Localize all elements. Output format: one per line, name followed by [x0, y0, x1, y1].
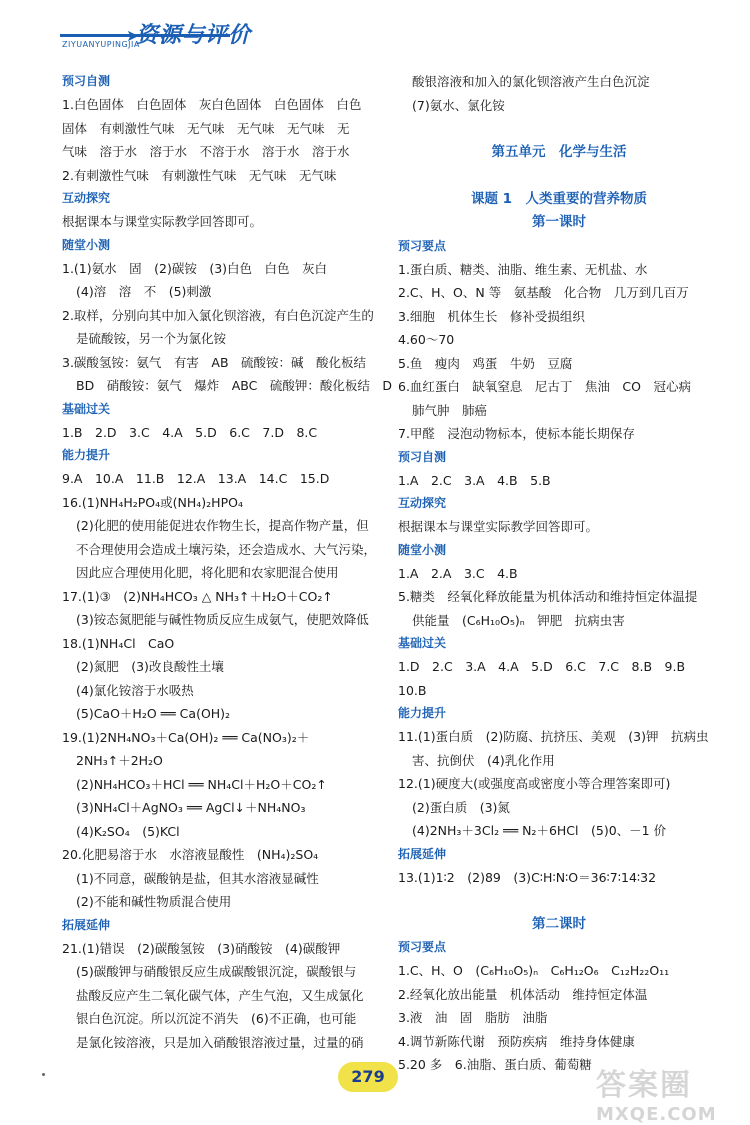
- answer-line: 是氯化铵溶液，只是加入硝酸银溶液过量，过量的硝: [76, 1034, 364, 1050]
- answer-line: 6.血红蛋白 缺氧窒息 尼古丁 焦油 CO 冠心病: [398, 379, 691, 394]
- answer-line: 10.B: [398, 682, 427, 698]
- answer-line: 1.C、H、O (C₆H₁₀O₅)ₙ C₆H₁₂O₆ C₁₂H₂₂O₁₁: [398, 963, 670, 978]
- section-heading: 基础过关: [62, 401, 111, 416]
- section-heading: 拓展延伸: [62, 917, 111, 932]
- answer-line: 2.有刺激性气味 有刺激性气味 无气味 无气味: [62, 167, 337, 183]
- answer-line: 酸银溶液和加入的氯化钡溶液产生白色沉淀: [412, 74, 650, 89]
- answer-line: (4)K₂SO₄ (5)KCl: [76, 823, 180, 839]
- section-heading: 预习自测: [62, 74, 111, 88]
- answer-line: 1.蛋白质、糖类、油脂、维生素、无机盐、水: [398, 261, 648, 277]
- chapter-heading: 第二课时: [532, 915, 586, 932]
- watermark-bottom: MXQE.COM: [596, 1104, 717, 1125]
- watermark-top: 答案圈: [596, 1068, 692, 1103]
- answer-line: [398, 164, 720, 188]
- answer-line: [398, 889, 720, 913]
- chapter-heading: 第一课时: [532, 214, 586, 230]
- answer-line: 3.碳酸氢铵：氨气 有害 AB 硫酸铵：碱 酸化板结: [62, 354, 367, 370]
- logo-pinyin: ZIYUANYUPINGJIA: [62, 40, 140, 49]
- answer-line: 1.白色固体 白色固体 灰白色固体 白色固体 白色: [62, 97, 362, 112]
- answer-line: (4)溶 溶 不 (5)刺激: [76, 284, 212, 299]
- answer-line: 2.取样，分别向其中加入氯化钡溶液，有白色沉淀产生的: [62, 307, 374, 323]
- answer-line: 1.A 2.C 3.A 4.B 5.B: [398, 472, 551, 488]
- answer-line: BD 硝酸铵：氨气 爆炸 ABC 硫酸钾：酸化板结 D: [76, 378, 392, 393]
- answer-line: (3)铵态氮肥能与碱性物质反应生成氨气，使肥效降低: [76, 612, 369, 627]
- answer-line: [398, 117, 720, 141]
- chapter-heading: 第五单元 化学与生活: [491, 143, 627, 160]
- answer-line: 1.B 2.D 3.C 4.A 5.D 6.C 7.D 8.C: [62, 424, 318, 440]
- section-heading: 拓展延伸: [398, 846, 447, 861]
- answer-line: 19.(1)2NH₄NO₃＋Ca(OH)₂ ══ Ca(NO₃)₂＋: [62, 729, 310, 745]
- section-heading: 能力提升: [62, 448, 111, 462]
- page-number-text: 279: [351, 1067, 385, 1086]
- answer-line: 肺气肿 肺癌: [412, 402, 488, 418]
- section-heading: 预习自测: [398, 449, 447, 464]
- answer-line: (7)氨水、氯化铵: [412, 97, 505, 113]
- chapter-heading: 课题 1 人类重要的营养物质: [470, 190, 648, 207]
- answer-line: 3.细胞 机体生长 修补受损组织: [398, 308, 585, 324]
- section-heading: 随堂小测: [398, 542, 447, 557]
- answer-line: (4)2NH₃＋3Cl₂ ══ N₂＋6HCl (5)0、－1 价: [412, 823, 667, 838]
- answer-line: 害、抗倒伏 (4)乳化作用: [412, 752, 555, 768]
- section-heading: 互动探究: [62, 191, 111, 205]
- answer-line: (5)碳酸钾与硝酸银反应生成碳酸银沉淀，碳酸银与: [76, 964, 357, 979]
- answer-line: (2)蛋白质 (3)氮: [412, 799, 510, 815]
- answer-line: 17.(1)③ (2)NH₄HCO₃ △ NH₃↑＋H₂O＋CO₂↑: [62, 588, 333, 604]
- answer-line: 16.(1)NH₄H₂PO₄或(NH₄)₂HPO₄: [62, 494, 243, 510]
- page-header: [0, 0, 750, 64]
- page-number: [338, 1062, 398, 1092]
- answer-line: 1.A 2.A 3.C 4.B: [398, 565, 518, 581]
- answer-line: 18.(1)NH₄Cl CaO: [62, 635, 175, 651]
- section-heading: 互动探究: [398, 496, 447, 510]
- answer-line: (5)CaO＋H₂O ══ Ca(OH)₂: [76, 706, 231, 721]
- answer-line: (4)氯化铵溶于水吸热: [76, 682, 194, 698]
- answer-line: 因此应合理使用化肥，将化肥和农家肥混合使用: [76, 565, 339, 580]
- margin-dot: [42, 1073, 45, 1076]
- answer-line: 盐酸反应产生二氧化碳气体，产生气泡，又生成氯化: [76, 987, 364, 1003]
- answer-line: 4.调节新陈代谢 预防疾病 维持身体健康: [398, 1033, 635, 1049]
- answer-line: 固体 有刺激性气味 无气味 无气味 无气味 无: [62, 120, 350, 136]
- section-heading: 预习要点: [398, 940, 447, 954]
- answer-line: 5.鱼 瘦肉 鸡蛋 牛奶 豆腐: [398, 355, 573, 371]
- answer-line: 21.(1)错误 (2)碳酸氢铵 (3)硝酸铵 (4)碳酸钾: [62, 940, 341, 956]
- answer-line: 13.(1)1∶2 (2)89 (3)C∶H∶N∶O＝36∶7∶14∶32: [398, 869, 657, 885]
- left-column: [62, 70, 392, 1054]
- answer-line: 1.D 2.C 3.A 4.A 5.D 6.C 7.C 8.B 9.B: [398, 659, 686, 674]
- answer-line: 2NH₃↑＋2H₂O: [76, 753, 163, 768]
- answer-line: (2)NH₄HCO₃＋HCl ══ NH₄Cl＋H₂O＋CO₂↑: [76, 776, 327, 792]
- answer-line: 1.(1)氨水 固 (2)碳铵 (3)白色 白色 灰白: [62, 260, 328, 276]
- answer-line: 不合理使用会造成土壤污染，还会造成水、大气污染，: [76, 541, 377, 557]
- section-heading: 基础过关: [398, 636, 447, 650]
- arrow-icon: ➤: [126, 26, 140, 45]
- answer-line: 12.(1)硬度大(或强度高或密度小等合理答案即可): [398, 776, 671, 791]
- answer-line: 根据课本与课堂实际教学回答即可。: [62, 214, 263, 229]
- logo: [60, 18, 290, 56]
- answer-line: 气味 溶于水 溶于水 不溶于水 溶于水 溶于水: [62, 144, 350, 159]
- answer-line: 供能量 (C₆H₁₀O₅)ₙ 钾肥 抗病虫害: [412, 612, 625, 628]
- section-heading: 预习要点: [398, 238, 447, 253]
- answer-line: 20.化肥易溶于水 水溶液显酸性 (NH₄)₂SO₄: [62, 847, 319, 862]
- section-heading: 能力提升: [398, 706, 447, 720]
- watermark: [596, 1060, 746, 1125]
- answer-line: 5.20 多 6.油脂、蛋白质、葡萄糖: [398, 1057, 592, 1072]
- answer-line: 2.C、H、O、N 等 氨基酸 化合物 几万到几百万: [398, 285, 689, 300]
- answer-line: 11.(1)蛋白质 (2)防腐、抗挤压、美观 (3)钾 抗病虫: [398, 729, 709, 744]
- answer-line: (3)NH₄Cl＋AgNO₃ ══ AgCl↓＋NH₄NO₃: [76, 800, 306, 815]
- answer-line: 3.液 油 固 脂肪 油脂: [398, 1010, 548, 1025]
- section-heading: 随堂小测: [62, 237, 111, 252]
- answer-line: 根据课本与课堂实际教学回答即可。: [398, 519, 599, 534]
- answer-line: 银白色沉淀。所以沉淀不消失 (6)不正确，也可能: [76, 1011, 357, 1026]
- answer-line: 4.60～70: [398, 332, 455, 347]
- answer-line: (2)氮肥 (3)改良酸性土壤: [76, 659, 224, 674]
- answer-line: (2)化肥的使用能促进农作物生长，提高作物产量，但: [76, 518, 369, 533]
- answer-line: (1)不同意，碳酸钠是盐，但其水溶液显碱性: [76, 870, 319, 886]
- answer-line: 是硫酸铵，另一个为氯化铵: [76, 331, 227, 346]
- answer-line: 2.经氧化放出能量 机体活动 维持恒定体温: [398, 986, 648, 1002]
- answer-line: 9.A 10.A 11.B 12.A 13.A 14.C 15.D: [62, 471, 330, 486]
- page-title: 资源与评价: [136, 23, 252, 48]
- answer-line: (2)不能和碱性物质混合使用: [76, 894, 232, 909]
- answer-line: 7.甲醛 浸泡动物标本，使标本能长期保存: [398, 426, 635, 441]
- right-column: [398, 70, 720, 1077]
- answer-line: 5.糖类 经氧化释放能量为机体活动和维持恒定体温提: [398, 589, 698, 604]
